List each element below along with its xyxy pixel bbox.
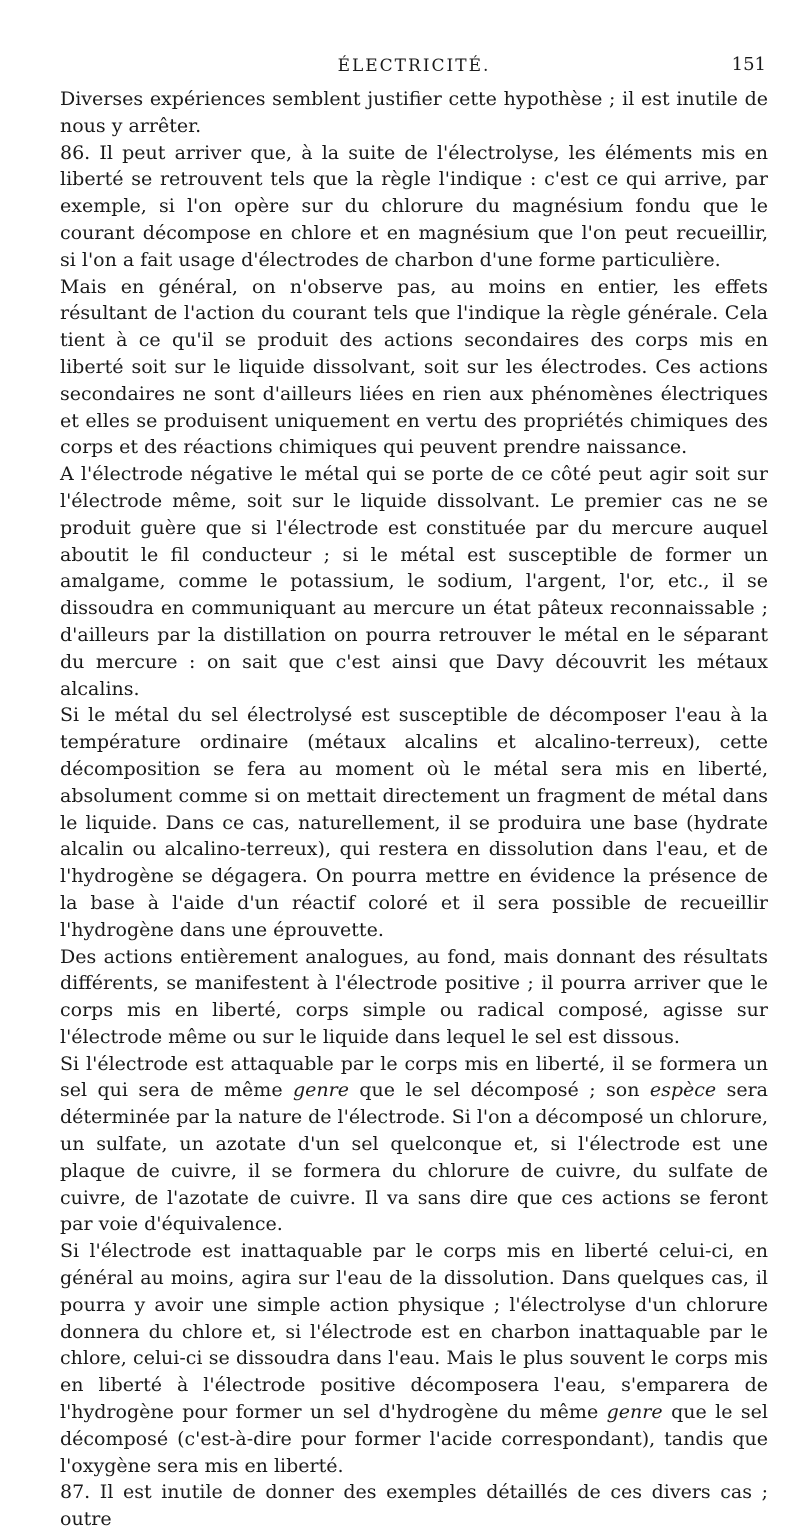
text-span: sera déterminée par la nature de l'électrode. Si l'on a décomposé un chlorure, un sulfate, un azotate d'un sel quelconque et, si l'électrode est une plaque de cuivre, il se formera du chlorure de cuivre, du sulfate de cuivre, de l'azotate de cuivre. Il va sans dire que ces actions se feront par voie d'équivalence. <box>60 1079 768 1236</box>
italic-term: espèce <box>649 1079 717 1102</box>
paragraph-7 <box>60 1051 768 1239</box>
text-span: que le sel décomposé (c'est-à-dire pour former l'acide correspondant), tandis que l'oxygène sera mis en liberté. <box>60 1401 769 1477</box>
paragraph-1: Diverses expériences semblent justifier cette hypothèse ; il est inutile de nous y arrêter. <box>60 88 768 137</box>
paragraph-86: 86. Il peut arriver que, à la suite de l'électrolyse, les éléments mis en liberté se retrouvent tels que la règle l'indique : c'est ce qui arrive, par exemple, si l'on opère sur du chlorure du magnésium fondu que le courant décompose en chlore et en magnésium que l'on peut recueillir, si l'on a fait usage d'électrodes de charbon d'une forme particulière. <box>60 141 768 271</box>
italic-term: genre <box>292 1079 349 1102</box>
running-title: ÉLECTRICITÉ. <box>337 56 491 76</box>
paragraph-6: Des actions entièrement analogues, au fond, mais donnant des résultats différents, se manifestent à l'électrode positive ; il pourra arriver que le corps mis en liberté, corps simple ou radical composé, agisse sur l'électrode même ou sur le liquide dans lequel le sel est dissous. <box>60 945 768 1048</box>
text-span: que le sel décomposé ; son <box>348 1079 650 1102</box>
text-span: Si l'électrode est inattaquable par le corps mis en liberté celui-ci, en général au moins, agira sur l'eau de la dissolution. Dans quelques cas, il pourra y avoir une simple action physique ; l'électrolyse d'un chlorure donnera du chlore et, si l'électrode est en charbon inattaquable par le chlore, celui-ci se dissoudra dans l'eau. Mais le plus souvent le corps mis en liberté à l'électrode positive décomposera l'eau, s'emparera de l'hydrogène pour former un sel d'hydrogène du même <box>60 1240 768 1424</box>
page-number: 151 <box>731 54 766 75</box>
paragraph-87: 87. Il est inutile de donner des exemples détaillés de ces divers cas ; outre <box>60 1481 768 1531</box>
body-text <box>60 86 768 1533</box>
paragraph-4: A l'électrode négative le métal qui se porte de ce côté peut agir soit sur l'électrode même, soit sur le liquide dissolvant. Le premier cas ne se produit guère que si l'électrode est constituée par du mercure auquel aboutit le fil conducteur ; si le métal est susceptible de former un amalgame, comme le potassium, le sodium, l'argent, l'or, etc., il se dissoudra en communiquant au mercure un état pâteux reconnaissable ; d'ailleurs par la distillation on pourra retrouver le métal en le séparant du mercure : on sait que c'est ainsi que Davy découvrit les métaux alcalins. <box>60 463 768 700</box>
italic-term: genre <box>606 1401 663 1424</box>
paragraph-8 <box>60 1238 768 1479</box>
paragraph-3: Mais en général, on n'observe pas, au moins en entier, les effets résultant de l'action du courant tels que l'indique la règle générale. Cela tient à ce qu'il se produit des actions secondaires des corps mis en liberté soit sur le liquide dissolvant, soit sur les électrodes. Ces actions secondaires ne sont d'ailleurs liées en rien aux phénomènes électriques et elles se produisent uniquement en vertu des propriétés chimiques des corps et des réactions chimiques qui peuvent prendre naissance. <box>60 275 768 459</box>
text-span: Si l'électrode est attaquable par le corps mis en liberté, il se formera un sel qui sera de même <box>60 1052 768 1102</box>
paragraph-5: Si le métal du sel électrolysé est susceptible de décomposer l'eau à la température ordinaire (métaux alcalins et alcalino-terreux), cette décomposition se fera au moment où le métal sera mis en liberté, absolument comme si on mettait directement un fragment de métal dans le liquide. Dans ce cas, naturellement, il se produira une base (hydrate alcalin ou alcalino-terreux), qui restera en dissolution dans l'eau, et de l'hydrogène se dégagera. On pourra mettre en évidence la présence de la base à l'aide d'un réactif coloré et il sera possible de recueillir l'hydrogène dans une éprouvette. <box>60 704 768 941</box>
running-head <box>60 52 768 86</box>
book-page <box>60 52 768 1533</box>
